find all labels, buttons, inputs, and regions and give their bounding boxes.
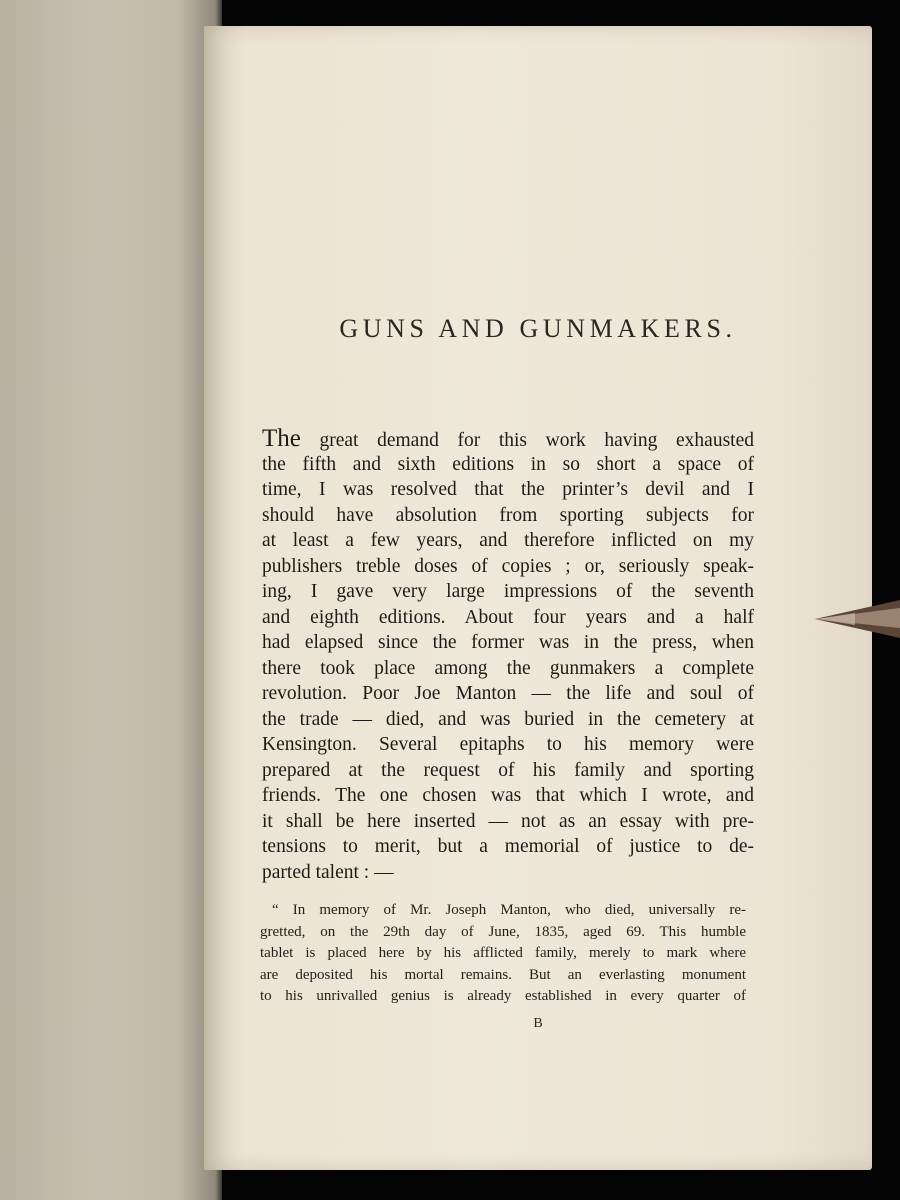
paragraph-line: publishers treble doses of copies ; or, seriously speak- bbox=[262, 555, 754, 577]
page-title: GUNS AND GUNMAKERS. bbox=[339, 314, 737, 343]
paragraph-line: friends. The one chosen was that which I wrote, and bbox=[262, 785, 754, 806]
signature-mark: B bbox=[533, 1016, 543, 1031]
paragraph-line: the fifth and sixth editions in so short a space of bbox=[262, 453, 754, 475]
drop-cap: The bbox=[262, 425, 301, 452]
paragraph-line: at least a few years, and therefore inflicted on my bbox=[262, 530, 754, 551]
paragraph-line: parted talent : — bbox=[262, 861, 394, 883]
paragraph-line: should have absolution from sporting subjects for bbox=[262, 504, 754, 526]
quote-line: to his unrivalled genius is already established in every quarter of bbox=[260, 988, 746, 1004]
book-page bbox=[204, 26, 872, 1170]
paragraph-line: Kensington. Several epitaphs to his memory were bbox=[262, 734, 754, 755]
paragraph-line: ing, I gave very large impressions of the seventh bbox=[262, 581, 754, 602]
pen-pointer-icon bbox=[815, 598, 900, 640]
paragraph-line: revolution. Poor Joe Manton — the life and soul of bbox=[262, 683, 754, 704]
paragraph-line: prepared at the request of his family and sporting bbox=[262, 759, 754, 781]
paragraph-line: and eighth editions. About four years and a half bbox=[262, 606, 754, 628]
epitaph-quote bbox=[260, 900, 746, 1008]
paragraph-line: the trade — died, and was buried in the cemetery at bbox=[262, 708, 754, 730]
paragraph-line: had elapsed since the former was in the press, when bbox=[262, 632, 754, 653]
paragraph-line: there took place among the gunmakers a complete bbox=[262, 657, 754, 679]
facing-page bbox=[0, 0, 222, 1200]
paragraph-line: The great demand for this work having exhausted bbox=[262, 425, 754, 452]
quote-line: are deposited his mortal remains. But an everlasting monument bbox=[260, 966, 746, 983]
quote-line: tablet is placed here by his afflicted family, merely to mark where bbox=[260, 945, 746, 961]
quote-line: “ In memory of Mr. Joseph Manton, who died, universally re- bbox=[272, 902, 746, 918]
paragraph-line: tensions to merit, but a memorial of justice to de- bbox=[262, 836, 754, 857]
quote-line: gretted, on the 29th day of June, 1835, aged 69. This humble bbox=[260, 923, 746, 940]
paragraph-line: it shall be here inserted — not as an essay with pre- bbox=[262, 810, 754, 832]
paragraph-line: time, I was resolved that the printer’s devil and I bbox=[262, 479, 754, 500]
main-paragraph bbox=[262, 426, 754, 885]
